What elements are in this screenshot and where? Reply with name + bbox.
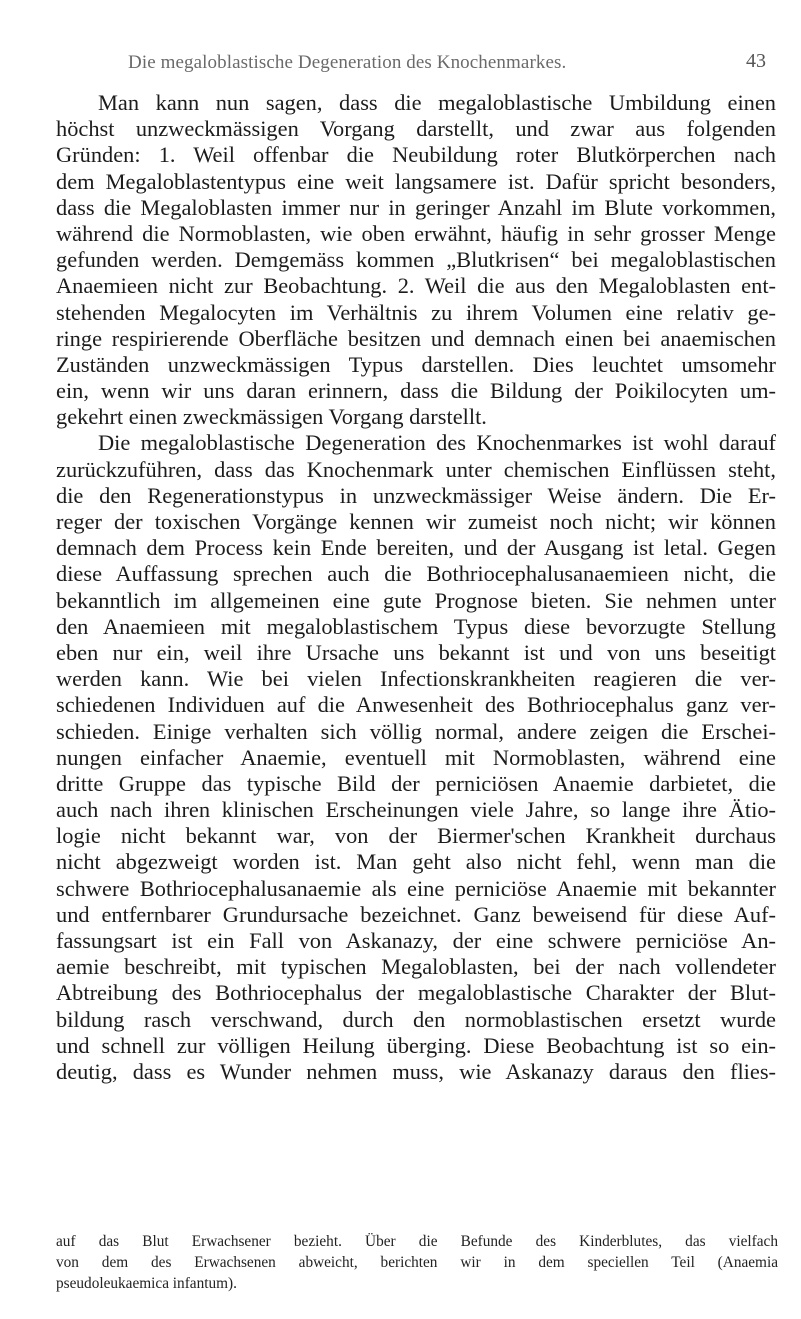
text-line: eben nur ein, weil ihre Ursache uns bekannt ist und von uns beseitigt bbox=[56, 639, 776, 665]
text-line: nicht abgezweigt worden ist. Man geht also nicht fehl, wenn man die bbox=[56, 849, 776, 875]
text-line: ein, wenn wir uns daran erinnern, dass die Bildung der Poikilocyten um- bbox=[56, 378, 776, 404]
text-line: reger der toxischen Vorgänge kennen wir zumeist noch nicht; wir können bbox=[56, 509, 776, 534]
text-line: schwere Bothriocephalusanaemie als eine perniciöse Anaemie mit bekannter bbox=[56, 875, 776, 901]
text-line: nungen einfacher Anaemie, eventuell mit Normoblasten, während eine bbox=[56, 744, 776, 770]
text-line: demnach dem Process kein Ende bereiten, und der Ausgang ist letal. Gegen bbox=[56, 535, 776, 561]
text-line: den Anaemieen mit megaloblastischem Typus diese bevorzugte Stellung bbox=[56, 613, 776, 639]
text-line: gefunden werden. Demgemäss kommen „Blutkrisen“ bei megaloblastischen bbox=[56, 247, 776, 273]
text-line: dass die Megaloblasten immer nur in geringer Anzahl im Blute vorkommen, bbox=[56, 194, 776, 220]
text-line: Gründen: 1. Weil offenbar die Neubildung roter Blutkörperchen nach bbox=[56, 142, 776, 168]
running-header: Die megaloblastische Degeneration des Knochenmarkes. bbox=[128, 52, 567, 73]
text-line: bildung rasch verschwand, durch den normoblastischen ersetzt wurde bbox=[56, 1006, 776, 1032]
text-line: höchst unzweckmässigen Vorgang darstellt, und zwar aus folgenden bbox=[56, 116, 776, 142]
text-line: werden kann. Wie bei vielen Infectionskrankheiten reagieren die ver- bbox=[56, 666, 776, 692]
text-line: fassungsart ist ein Fall von Askanazy, der eine schwere perniciöse An- bbox=[56, 928, 776, 953]
text-line: gekehrt einen zweckmässigen Vorgang darstellt. bbox=[56, 404, 487, 430]
footnote-line: von dem des Erwachsenen abweicht, berichten wir in dem speciellen Teil (Anaemia bbox=[56, 1254, 778, 1271]
text-line: ringe respirierende Oberfläche besitzen und demnach einen bei anaemischen bbox=[56, 325, 776, 351]
text-line: aemie beschreibt, mit typischen Megaloblasten, bei der nach vollendeter bbox=[56, 954, 776, 980]
footnote-line: pseudoleukaemica infantum). bbox=[56, 1275, 237, 1292]
footnote bbox=[56, 1231, 778, 1294]
text-line: bekanntlich im allgemeinen eine gute Prognose bieten. Sie nehmen unter bbox=[56, 587, 776, 613]
footnote-line: auf das Blut Erwachsener bezieht. Über die Befunde des Kinderblutes, das vielfach bbox=[56, 1233, 778, 1250]
text-line: Die megaloblastische Degeneration des Knochenmarkes ist wohl darauf bbox=[98, 430, 776, 456]
text-line: Zuständen unzweckmässigen Typus darstellen. Dies leuchtet umsomehr bbox=[56, 351, 776, 377]
text-line: Man kann nun sagen, dass die megaloblastische Umbildung einen bbox=[98, 90, 776, 115]
text-line: während die Normoblasten, wie oben erwähnt, häufig in sehr grosser Menge bbox=[56, 220, 776, 246]
text-line: und schnell zur völligen Heilung überging. Diese Beobachtung ist so ein- bbox=[56, 1032, 776, 1058]
text-line: logie nicht bekannt war, von der Biermer'schen Krankheit durchaus bbox=[56, 823, 776, 849]
text-line: dem Megaloblastentypus eine weit langsamere ist. Dafür spricht besonders, bbox=[56, 168, 776, 194]
text-line: stehenden Megalocyten im Verhältnis zu ihrem Volumen eine relativ ge- bbox=[56, 299, 776, 325]
text-line: schieden. Einige verhalten sich völlig normal, andere zeigen die Erschei- bbox=[56, 718, 776, 744]
body-text bbox=[56, 90, 776, 1085]
text-line: die den Regenerationstypus in unzweckmässiger Weise ändern. Die Er- bbox=[56, 482, 776, 508]
text-line: dritte Gruppe das typische Bild der perniciösen Anaemie darbietet, die bbox=[56, 770, 776, 796]
text-line: diese Auffassung sprechen auch die Bothriocephalusanaemieen nicht, die bbox=[56, 561, 776, 587]
text-line: Anaemieen nicht zur Beobachtung. 2. Weil die aus den Megaloblasten ent- bbox=[56, 273, 776, 299]
text-line: auch nach ihren klinischen Erscheinungen viele Jahre, so lange ihre Ätio- bbox=[56, 797, 776, 823]
page-number: 43 bbox=[746, 50, 766, 72]
text-line: Abtreibung des Bothriocephalus der megaloblastische Charakter der Blut- bbox=[56, 980, 776, 1006]
text-line: deutig, dass es Wunder nehmen muss, wie Askanazy daraus den flies- bbox=[56, 1058, 776, 1084]
text-line: schiedenen Individuen auf die Anwesenheit des Bothriocephalus ganz ver- bbox=[56, 692, 776, 718]
text-line: und entfernbarer Grundursache bezeichnet. Ganz beweisend für diese Auf- bbox=[56, 901, 776, 927]
text-line: zurückzuführen, dass das Knochenmark unter chemischen Einflüssen steht, bbox=[56, 456, 776, 482]
